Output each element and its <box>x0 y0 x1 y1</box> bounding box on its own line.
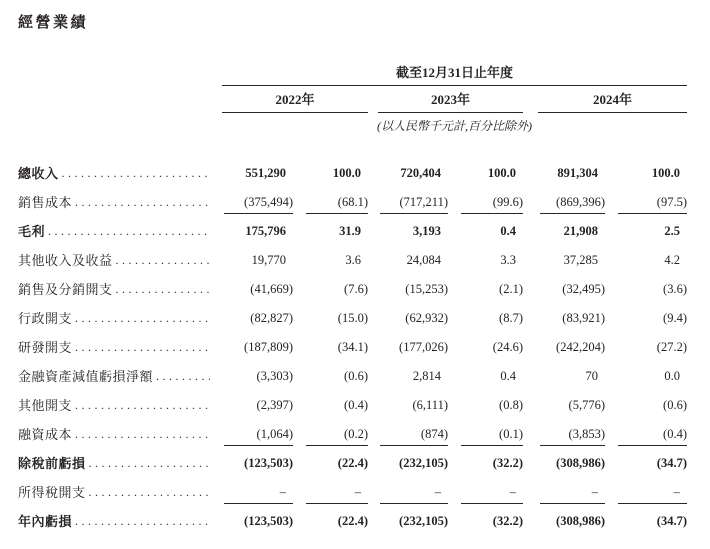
column-gap <box>368 362 378 391</box>
value-cell-2022: (375,494) <box>222 188 293 217</box>
period-header: 截至12月31日止年度 <box>222 66 687 86</box>
value-cell-2024: (3,853) <box>538 420 605 449</box>
value-cell-2023: (6,111) <box>412 398 448 412</box>
column-gap <box>368 275 378 304</box>
column-gap <box>368 159 378 188</box>
percent-cell-2023: 0.4 <box>500 224 516 238</box>
unit-note: (以人民幣千元計,百分比除外) <box>377 119 532 133</box>
dot-leader <box>86 449 210 478</box>
row-label <box>18 420 222 449</box>
value-cell-2023: 3,193 <box>412 224 441 238</box>
percent-cell-2023: 3.3 <box>500 253 516 267</box>
row-label <box>18 275 222 304</box>
row-label-text: 行政開支 <box>18 311 73 326</box>
value-cell-2024: (308,986) <box>556 514 605 528</box>
percent-cell-2023: (2.1) <box>499 282 523 296</box>
percent-cell-2022: 100.0 <box>332 166 361 180</box>
value-cell-2022: (41,669) <box>250 282 293 296</box>
column-gap <box>368 478 378 507</box>
row-label <box>18 507 222 536</box>
column-gap <box>523 275 538 304</box>
value-cell-2024: 70 <box>585 369 598 383</box>
value-cell-2024: 891,304 <box>557 166 598 180</box>
value-cell-2022: (187,809) <box>244 340 293 354</box>
percent-cell-2024: (34.7) <box>656 456 687 470</box>
value-cell-2022: (2,397) <box>256 398 293 412</box>
table-row <box>18 246 687 275</box>
value-cell-2022: (1,064) <box>222 420 293 449</box>
table-row <box>18 478 687 507</box>
row-label-text: 所得稅開支 <box>18 485 86 500</box>
percent-cell-2023: 0.4 <box>500 369 516 383</box>
percent-cell-2022: (22.4) <box>337 456 368 470</box>
table-row <box>18 507 687 536</box>
value-cell-2024: (308,986) <box>556 456 605 470</box>
row-label <box>18 478 222 507</box>
column-gap <box>368 507 378 536</box>
percent-cell-2023: 100.0 <box>487 166 516 180</box>
column-gap <box>368 391 378 420</box>
row-label <box>18 304 222 333</box>
percent-cell-2023: (32.2) <box>492 514 523 528</box>
year-header-2024: 2024年 <box>538 86 687 113</box>
table-row <box>18 362 687 391</box>
percent-cell-2023: (99.6) <box>448 188 523 217</box>
column-gap <box>523 159 538 188</box>
table-row <box>18 333 687 362</box>
dot-leader <box>72 391 210 420</box>
column-gap <box>523 420 538 449</box>
percent-cell-2022: 31.9 <box>339 224 361 238</box>
percent-cell-2023: (8.7) <box>499 311 523 325</box>
percent-cell-2022: (0.2) <box>293 420 368 449</box>
percent-cell-2024: (0.4) <box>605 420 687 449</box>
value-cell-2023: (232,105) <box>399 456 448 470</box>
percent-cell-2024: 0.0 <box>664 369 680 383</box>
value-cell-2023: (874) <box>378 420 448 449</box>
value-cell-2023: (232,105) <box>399 514 448 528</box>
row-label-text: 金融資產減值虧損淨額 <box>18 369 154 384</box>
column-gap <box>368 420 378 449</box>
value-cell-2023: 2,814 <box>412 369 441 383</box>
year-header-row <box>222 86 687 113</box>
row-label-text: 其他收入及收益 <box>18 253 113 268</box>
year-header-2022: 2022年 <box>222 86 368 113</box>
column-gap <box>368 449 378 478</box>
table-row <box>18 304 687 333</box>
row-label <box>18 391 222 420</box>
column-gap <box>368 333 378 362</box>
row-label-text: 其他開支 <box>18 398 73 413</box>
value-cell-2022: – <box>222 478 293 507</box>
percent-cell-2023: – <box>448 478 523 507</box>
value-cell-2022: (123,503) <box>244 514 293 528</box>
percent-cell-2022: (34.1) <box>337 340 368 354</box>
percent-cell-2023: (24.6) <box>492 340 523 354</box>
row-label-text: 除稅前虧損 <box>18 456 86 471</box>
value-cell-2022: 175,796 <box>245 224 286 238</box>
dot-leader <box>72 420 210 449</box>
value-cell-2024: (32,495) <box>562 282 605 296</box>
row-label <box>18 449 222 478</box>
row-label-text: 銷售成本 <box>18 195 73 210</box>
value-cell-2024: (242,204) <box>556 340 605 354</box>
percent-cell-2024: (9.4) <box>663 311 687 325</box>
financial-table <box>18 66 687 536</box>
value-cell-2023: (15,253) <box>405 282 448 296</box>
column-gap <box>368 188 378 217</box>
percent-cell-2022: (7.6) <box>344 282 368 296</box>
page-title: 經營業績 <box>18 15 89 31</box>
value-cell-2024: (869,396) <box>538 188 605 217</box>
percent-cell-2022: (0.6) <box>344 369 368 383</box>
row-label <box>18 217 222 246</box>
dot-leader <box>72 188 210 217</box>
table-row <box>18 449 687 478</box>
column-gap <box>523 86 538 113</box>
column-gap <box>523 449 538 478</box>
value-cell-2023: – <box>378 478 448 507</box>
percent-cell-2024: (3.6) <box>663 282 687 296</box>
table-rows <box>18 159 687 536</box>
value-cell-2024: – <box>538 478 605 507</box>
column-gap <box>368 246 378 275</box>
row-label-text: 總收入 <box>18 166 59 181</box>
row-label-text: 銷售及分銷開支 <box>18 282 113 297</box>
percent-cell-2024: (97.5) <box>605 188 687 217</box>
column-gap <box>368 86 378 113</box>
dot-leader <box>153 362 210 391</box>
value-cell-2023: 720,404 <box>400 166 441 180</box>
percent-cell-2024: (34.7) <box>656 514 687 528</box>
percent-cell-2024: 100.0 <box>651 166 680 180</box>
dot-leader <box>113 275 210 304</box>
row-label <box>18 333 222 362</box>
value-cell-2023: (62,932) <box>405 311 448 325</box>
percent-cell-2023: (32.2) <box>492 456 523 470</box>
percent-cell-2022: – <box>293 478 368 507</box>
row-label <box>18 246 222 275</box>
percent-cell-2024: (27.2) <box>656 340 687 354</box>
value-cell-2024: 21,908 <box>563 224 598 238</box>
table-row <box>18 188 687 217</box>
column-gap <box>523 217 538 246</box>
row-label <box>18 188 222 217</box>
value-cell-2023: (717,211) <box>378 188 448 217</box>
percent-cell-2024: (0.6) <box>663 398 687 412</box>
value-cell-2022: (82,827) <box>250 311 293 325</box>
percent-cell-2023: (0.1) <box>448 420 523 449</box>
value-cell-2022: (123,503) <box>244 456 293 470</box>
dot-leader <box>59 159 210 188</box>
column-gap <box>523 391 538 420</box>
dot-leader <box>72 304 210 333</box>
percent-cell-2022: (68.1) <box>293 188 368 217</box>
year-header-2023: 2023年 <box>378 86 523 113</box>
column-gap <box>523 188 538 217</box>
dot-leader <box>45 217 210 246</box>
dot-leader <box>113 246 210 275</box>
dot-leader <box>86 478 210 507</box>
value-cell-2022: (3,303) <box>256 369 293 383</box>
row-label <box>18 159 222 188</box>
value-cell-2022: 19,770 <box>251 253 286 267</box>
column-gap <box>523 304 538 333</box>
value-cell-2023: (177,026) <box>399 340 448 354</box>
table-row <box>18 391 687 420</box>
table-row <box>18 217 687 246</box>
row-label-text: 年內虧損 <box>18 514 73 529</box>
percent-cell-2024: 2.5 <box>664 224 680 238</box>
column-gap <box>523 333 538 362</box>
column-gap <box>368 304 378 333</box>
column-gap <box>523 507 538 536</box>
value-cell-2022: 551,290 <box>245 166 286 180</box>
row-label-text: 融資成本 <box>18 427 73 442</box>
column-gap <box>523 362 538 391</box>
row-label <box>18 362 222 391</box>
value-cell-2024: (5,776) <box>568 398 605 412</box>
table-row <box>18 275 687 304</box>
percent-cell-2024: – <box>605 478 687 507</box>
percent-cell-2023: (0.8) <box>499 398 523 412</box>
percent-cell-2024: 4.2 <box>664 253 680 267</box>
column-gap <box>368 217 378 246</box>
value-cell-2023: 24,084 <box>406 253 441 267</box>
value-cell-2024: 37,285 <box>563 253 598 267</box>
row-label-text: 研發開支 <box>18 340 73 355</box>
percent-cell-2022: 3.6 <box>345 253 361 267</box>
value-cell-2024: (83,921) <box>562 311 605 325</box>
dot-leader <box>72 333 210 362</box>
percent-cell-2022: (22.4) <box>337 514 368 528</box>
percent-cell-2022: (0.4) <box>344 398 368 412</box>
column-gap <box>523 478 538 507</box>
dot-leader <box>72 507 210 536</box>
column-gap <box>523 246 538 275</box>
table-row <box>18 159 687 188</box>
row-label-text: 毛利 <box>18 224 46 239</box>
table-row <box>18 420 687 449</box>
percent-cell-2022: (15.0) <box>337 311 368 325</box>
